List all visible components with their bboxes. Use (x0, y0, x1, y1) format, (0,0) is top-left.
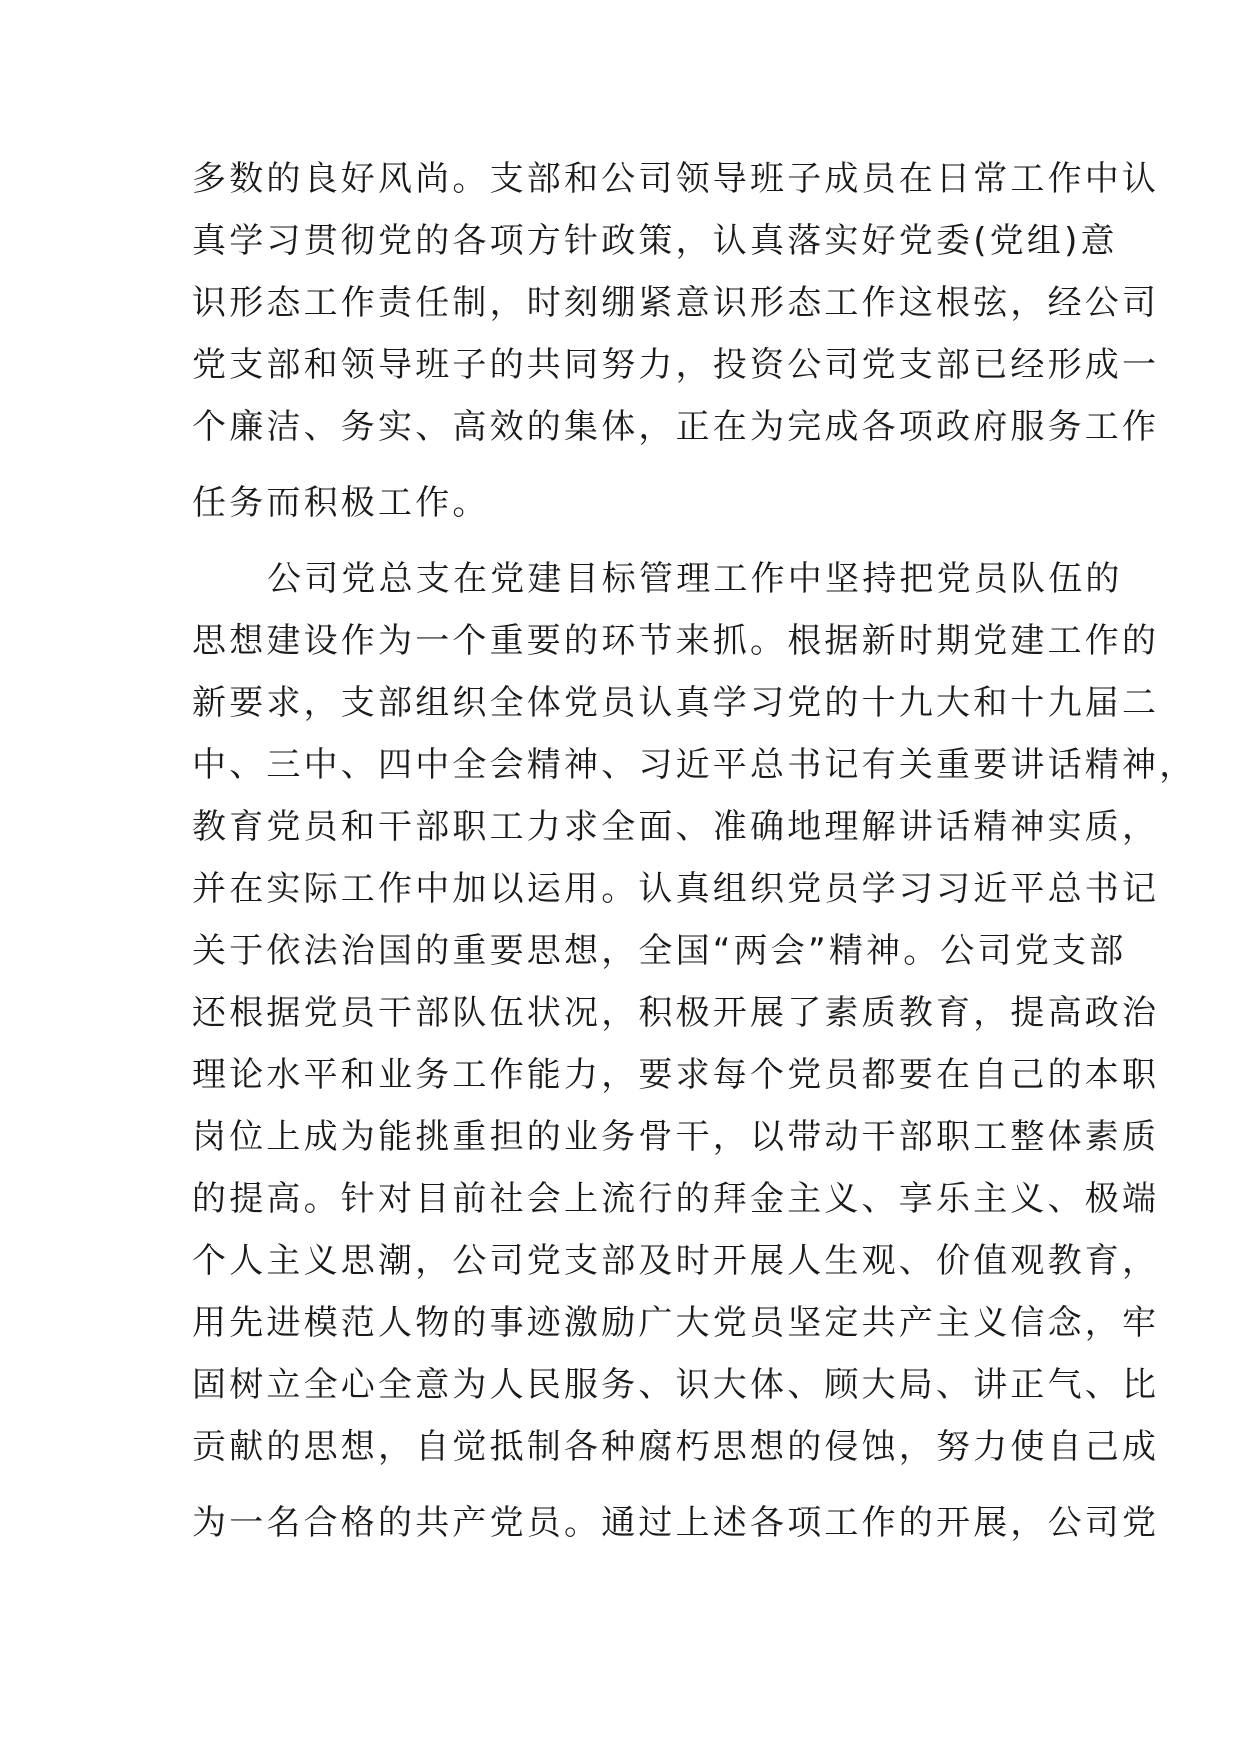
paragraph-line: 固树立全心全意为人民服务、识大体、顾大局、讲正气、比 (192, 1365, 1160, 1405)
paragraph-line: 识形态工作责任制，时刻绷紧意识形态工作这根弦，经公司 (192, 283, 1160, 323)
paragraph-line: 新要求，支部组织全体党员认真学习党的十九大和十九届二 (192, 683, 1160, 723)
paragraph-line: 任务而积极工作。 (192, 483, 490, 523)
paragraph-line: 多数的良好风尚。支部和公司领导班子成员在日常工作中认 (192, 159, 1160, 199)
paragraph-line: 教育党员和干部职工力求全面、准确地理解讲话精神实质， (192, 807, 1160, 847)
paragraph-line: 个人主义思潮，公司党支部及时开展人生观、价值观教育， (192, 1241, 1160, 1281)
paragraph-line: 并在实际工作中加以运用。认真组织党员学习习近平总书记 (192, 869, 1160, 909)
paragraph-1 (192, 148, 1160, 534)
document-body (192, 148, 1197, 1554)
paragraph-line: 贡献的思想，自觉抵制各种腐朽思想的侵蚀，努力使自己成 (192, 1427, 1160, 1467)
paragraph-line: 思想建设作为一个重要的环节来抓。根据新时期党建工作的 (192, 621, 1160, 661)
paragraph-line: 个廉洁、务实、高效的集体，正在为完成各项政府服务工作 (192, 407, 1160, 447)
paragraph-line: 还根据党员干部队伍状况，积极开展了素质教育，提高政治 (192, 993, 1160, 1033)
paragraph-line: 理论水平和业务工作能力，要求每个党员都要在自己的本职 (192, 1055, 1160, 1095)
paragraph-line: 党支部和领导班子的共同努力，投资公司党支部已经形成一 (192, 345, 1160, 385)
paragraph-2 (192, 548, 1197, 1554)
paragraph-line: 中、三中、四中全会精神、习近平总书记有关重要讲话精神， (192, 745, 1197, 785)
paragraph-line: 岗位上成为能挑重担的业务骨干，以带动干部职工整体素质 (192, 1117, 1160, 1157)
paragraph-line: 公司党总支在党建目标管理工作中坚持把党员队伍的 (267, 559, 1123, 599)
paragraph-line: 真学习贯彻党的各项方针政策，认真落实好党委(党组)意 (192, 221, 1118, 261)
paragraph-line: 关于依法治国的重要思想，全国“两会”精神。公司党支部 (192, 931, 1127, 971)
paragraph-line: 的提高。针对目前社会上流行的拜金主义、享乐主义、极端 (192, 1179, 1160, 1219)
paragraph-line: 用先进模范人物的事迹激励广大党员坚定共产主义信念，牢 (192, 1303, 1160, 1343)
paragraph-line: 为一名合格的共产党员。通过上述各项工作的开展，公司党 (192, 1503, 1160, 1543)
